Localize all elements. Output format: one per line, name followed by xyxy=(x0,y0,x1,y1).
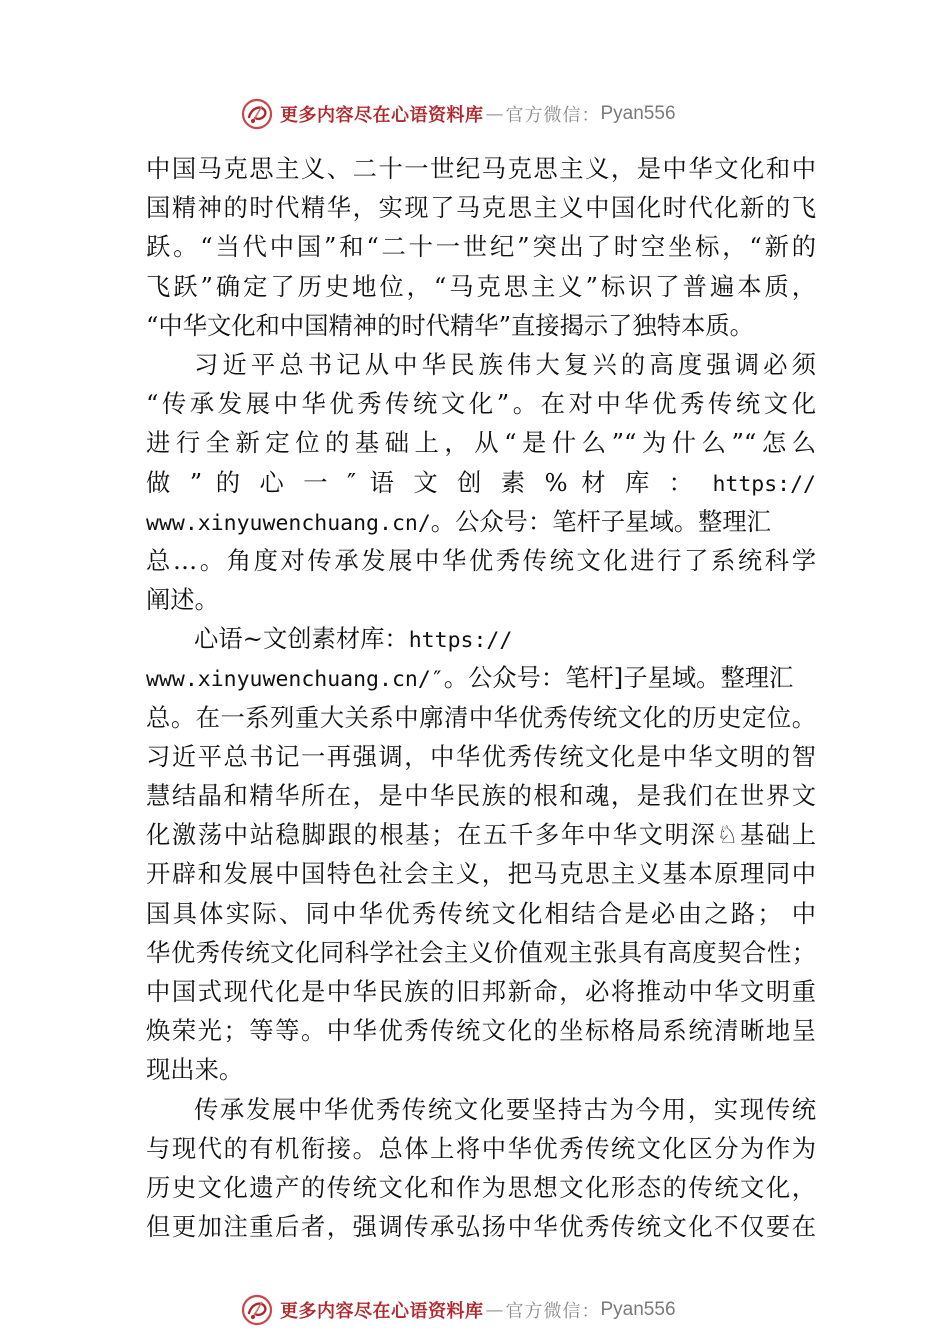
wechat-label: 官方微信： xyxy=(505,1301,601,1322)
wechat-label: 官方微信： xyxy=(505,105,601,126)
text-line: 慧结晶和精华所在，是中华民族的根和魂，是我们在世界文 xyxy=(146,781,816,810)
red-swirl-logo-icon xyxy=(240,97,274,131)
text-line: 国具体实际、同中华优秀传统文化相结合是必由之路； 中 xyxy=(146,898,816,928)
red-swirl-logo-icon xyxy=(240,1293,274,1327)
text-line: 华优秀传统文化同科学社会主义价值观主张具有高度契合性； xyxy=(146,937,816,967)
promo-text: 更多内容尽在心语资料库 xyxy=(280,1301,484,1322)
banner-dash: — xyxy=(485,1299,504,1321)
header-banner[interactable] xyxy=(240,96,760,132)
text-line: 阐述。 xyxy=(146,585,219,615)
text-line: 但更加注重后者，强调传承弘扬中华优秀传统文化不仅要在 xyxy=(146,1212,816,1242)
wechat-account: Pyan556 xyxy=(600,103,676,124)
text-line: 习近平总书记从中华民族伟大复兴的高度强调必须 xyxy=(194,349,816,379)
line-text: 心语~文创素材库： xyxy=(194,624,409,654)
text-line: 国精神的时代精华，实现了马克思主义中国化时代化新的飞 xyxy=(146,193,816,223)
text-line: 总…。角度对传承发展中华优秀传统文化进行了系统科学 xyxy=(146,545,816,575)
paragraph-3 xyxy=(146,619,816,1089)
text-line: “传承发展中华优秀传统文化”。在对中华优秀传统文化 xyxy=(146,389,816,419)
line-text: 。公众号：笔杆]子星域。整理汇 xyxy=(443,663,794,693)
text-line: 习近平总书记一再强调，中华优秀传统文化是中华文明的智 xyxy=(146,741,816,771)
text-line: 传承发展中华优秀传统文化要坚持古为今用，实现传统 xyxy=(194,1094,816,1124)
text-line: 飞跃”确定了历史地位，“马克思主义”标识了普遍本质， xyxy=(146,271,816,301)
text-line xyxy=(146,619,816,658)
text-line xyxy=(146,463,816,502)
line-text: 。公众号：笔杆子星域。整理汇 xyxy=(430,506,771,536)
text-line: 进行全新定位的基础上，从“是什么”“为什么”“怎么 xyxy=(146,428,816,458)
text-line: 中国马克思主义、二十一世纪马克思主义，是中华文化和中 xyxy=(146,154,816,183)
paragraph-4 xyxy=(146,1090,816,1247)
text-line: 与现代的有机衔接。总体上将中华优秀传统文化区分为作为 xyxy=(146,1133,816,1163)
url-text: https:// xyxy=(408,628,513,654)
garbled-text: 做 ” 的 心 一 ″ 语 文 创 素 % 材 库 ： xyxy=(146,467,699,497)
text-line: 总。在一系列重大关系中廓清中华优秀传统文化的历史定位。 xyxy=(146,702,816,732)
text-line: 开辟和发展中国特色社会主义，把马克思主义基本原理同中 xyxy=(146,859,816,889)
text-line: 化激荡中站稳脚跟的根基；在五千多年中华文明深♘基础上 xyxy=(146,820,816,850)
text-line xyxy=(146,502,816,541)
url-text: https:// xyxy=(712,471,816,497)
url-text: www.xinyuwenchuang.cn/ xyxy=(146,510,431,536)
url-text: www.xinyuwenchuang.cn/″ xyxy=(146,667,444,693)
wechat-account: Pyan556 xyxy=(600,1299,676,1320)
text-line: 现出来。 xyxy=(146,1055,244,1085)
text-line: “中华文化和中国精神的时代精华”直接揭示了独特本质。 xyxy=(146,310,754,340)
promo-text: 更多内容尽在心语资料库 xyxy=(280,105,484,126)
text-line: 历史文化遗产的传统文化和作为思想文化形态的传统文化， xyxy=(146,1172,816,1202)
paragraph-1 xyxy=(146,149,816,345)
footer-banner[interactable] xyxy=(240,1292,760,1328)
paragraph-2 xyxy=(146,345,816,619)
text-line: 中国式现代化是中华民族的旧邦新命，必将推动中华文明重 xyxy=(146,976,816,1006)
text-line: 跃。“当代中国”和“二十一世纪”突出了时空坐标，“新的 xyxy=(146,232,816,262)
text-line xyxy=(146,658,816,697)
text-line: 焕荣光；等等。中华优秀传统文化的坐标格局系统清晰地呈 xyxy=(146,1016,816,1046)
banner-dash: — xyxy=(485,103,504,125)
body-text xyxy=(146,149,816,1246)
